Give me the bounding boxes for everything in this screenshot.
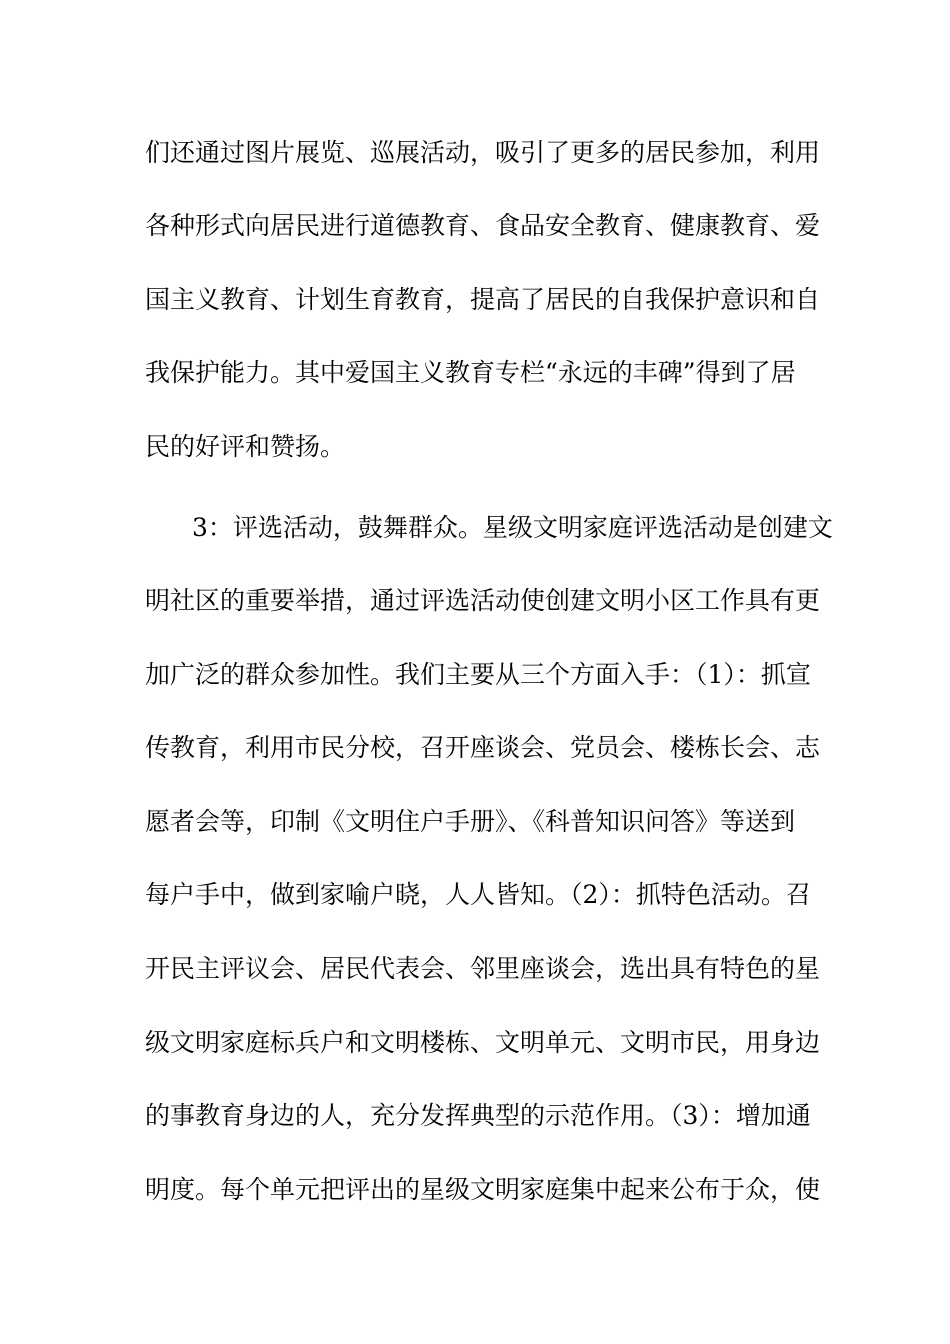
text-line: 传教育，利用市民分校，召开座谈会、党员会、楼栋长会、志 bbox=[145, 733, 821, 762]
paragraph-first-line: 3：评选活动，鼓舞群众。星级文明家庭评选活动是创建文 bbox=[192, 513, 833, 542]
text-line: 各种形式向居民进行道德教育、食品安全教育、健康教育、爱 bbox=[145, 211, 821, 240]
text-line: 民的好评和赞扬。 bbox=[145, 432, 346, 461]
text-line: 级文明家庭标兵户和文明楼栋、文明单元、文明市民，用身边 bbox=[145, 1028, 821, 1057]
text-line: 国主义教育、计划生育教育，提高了居民的自我保护意识和自 bbox=[145, 285, 821, 314]
text-line: 我保护能力。其中爱国主义教育专栏“永远的丰碑”得到了居 bbox=[145, 358, 796, 387]
text-line: 明度。每个单元把评出的星级文明家庭集中起来公布于众，使 bbox=[145, 1175, 821, 1204]
text-line: 的事教育身边的人，充分发挥典型的示范作用。（3）：增加通 bbox=[145, 1101, 811, 1130]
text-line: 愿者会等，印制《文明住户手册》、《科普知识问答》等送到 bbox=[145, 807, 796, 836]
text-line: 明社区的重要举措，通过评选活动使创建文明小区工作具有更 bbox=[145, 586, 821, 615]
text-line: 加广泛的群众参加性。我们主要从三个方面入手：（1）：抓宣 bbox=[145, 660, 811, 689]
text-line: 开民主评议会、居民代表会、邻里座谈会，选出具有特色的星 bbox=[145, 954, 821, 983]
text-line: 每户手中，做到家喻户晓，人人皆知。（2）：抓特色活动。召 bbox=[145, 880, 811, 909]
text-line: 们还通过图片展览、巡展活动，吸引了更多的居民参加，利用 bbox=[145, 138, 821, 167]
